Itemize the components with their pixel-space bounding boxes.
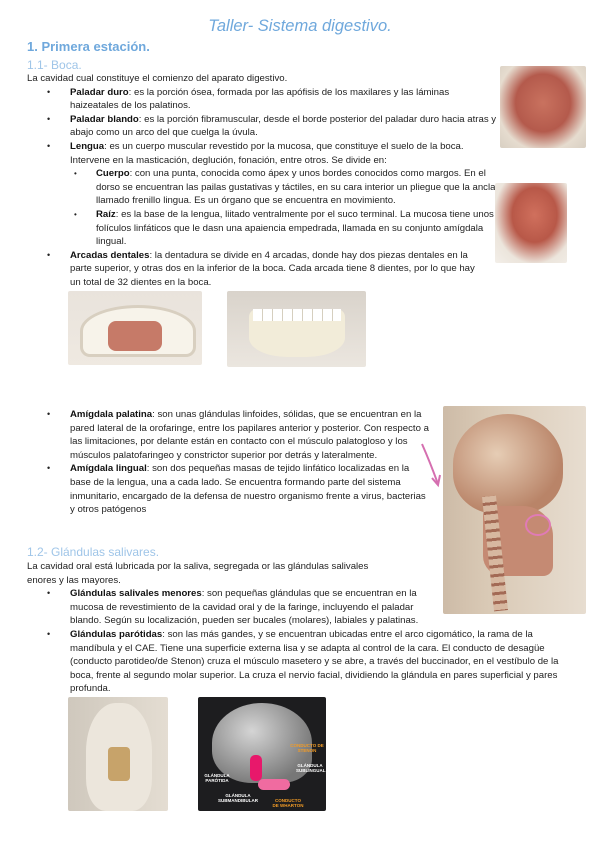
list-item: • Lengua: es un cuerpo muscular revestido por la mucosa, que constituye el suelo de la boca. Intervene en la masticación, deglución, fonación, entre otros. Se divide en: bbox=[27, 140, 497, 167]
tongue-model-photo bbox=[495, 183, 567, 263]
palate-model-photo bbox=[500, 66, 586, 148]
document-title: Taller- Sistema digestivo. bbox=[208, 17, 392, 35]
list-item: • Amígdala palatina: son unas glándulas linfoides, sólidas, que se encuentran en la pared lateral de la orofaringe, entre los papilares anterior y posterior. Con respecto a las limitaciones, por delante están en contacto con el músculo palatogloso y los músculos palatofaringeo y constrictor superior por detrás y lateralmente. bbox=[27, 408, 432, 462]
boca-section bbox=[27, 72, 497, 290]
list-item: • Arcadas dentales: la dentadura se divide en 4 arcadas, donde hay dos piezas dentales en la parte superior, y otras dos en la inferior de la boca. Cada arcada tiene 8 dientes, por lo que hay un total de 32 dientes en la boca. bbox=[27, 249, 477, 290]
sub-list-item: • Raíz: es la base de la lengua, liitado ventralmente por el suco terminal. La mucosa tiene unos folículos linfáticos que le dasn una apaiencia empedrada, llamada en su conjunto amígdala lingual. bbox=[27, 208, 495, 249]
dental-arch-photo-2 bbox=[227, 291, 366, 367]
sub-list-item: • Cuerpo: con una punta, conocida como ápex y unos bordes conocidos como margos. En el dorso se encuentran las pailas gustativas y táctiles, en su cara interior un pliegue que la ancla llamado frenillo lingua. Es un órgano que se encuentra en movimiento. bbox=[27, 167, 511, 208]
skull-label-parotida: GLÁNDULA PARÓTIDA bbox=[204, 773, 230, 783]
list-item: • Glándulas parótidas: son las más gandes, y se encuentran ubicadas entre el arco cigomático, la rama de la mandíbula y el CAE. Tiene una superficie externa lisa y se adapta al control de la cara. El conducto de desagüe (conducto parotideo/de Stenon) cruza el músculo masetero y se abre, a través del buccinador, en el vestíbulo de la boca, frente al segundo molar superior. La cruza el nervio facial, dividiendo la glándula en pares superficial y pares profunda. bbox=[27, 628, 577, 696]
subsection-heading-glandulas: 1.2- Glándulas salivares. bbox=[27, 545, 160, 559]
glandulas-intro: La cavidad oral está lubricada por la saliva, segregada or las glándulas salivales enores y las mayores. bbox=[27, 561, 369, 586]
skull-label-stenon: CONDUCTO DE STENON bbox=[290, 743, 324, 753]
skull-label-sublingual: GLÁNDULA SUBLINGUAL bbox=[296, 763, 326, 773]
list-item: • Paladar blando: es la porción fibramuscular, desde el borde posterior del paladar duro hacia atras y abajo como un arco del que cuelga la úvula. bbox=[27, 113, 497, 140]
amigdalas-section bbox=[27, 408, 432, 517]
list-item: • Glándulas salivales menores: son pequeñas glándulas que se encuentran en la mucosa de revestimiento de la cavidad oral y de la faringe, incluyendo el paladar blando. Según su localización, pueden ser bucales (molares), labiales y palatinas. bbox=[27, 587, 440, 628]
list-item: • Amígdala lingual: son dos pequeñas masas de tejido linfático localizadas en la base de la lengua, una a cada lado. Se encuentra formando parte del sistema inmunitario, encargado de la defensa de nuestro organismo frente a virus, bacterias y otros patógenos bbox=[27, 462, 432, 516]
section-heading: 1. Primera estación. bbox=[27, 39, 150, 54]
subsection-heading-boca: 1.1- Boca. bbox=[27, 58, 82, 72]
list-item: • Paladar duro: es la porción ósea, formada por las apófisis de los maxilares y las láminas haizeatales de los palatinos. bbox=[27, 86, 497, 113]
skull-diagram bbox=[198, 697, 326, 811]
skull-label-wharton: CONDUCTO DE WHARTON bbox=[272, 798, 304, 808]
skull-label-submandibular: GLÁNDULA SUBMANDIBULAR bbox=[218, 793, 258, 803]
arrow-annotation-icon bbox=[418, 440, 448, 490]
boca-intro: La cavidad cual constituye el comienzo del aparato digestivo. bbox=[27, 73, 288, 84]
glandulas-section bbox=[27, 560, 577, 696]
head-model-photo bbox=[68, 697, 168, 811]
dental-arch-photo-1 bbox=[68, 291, 202, 365]
